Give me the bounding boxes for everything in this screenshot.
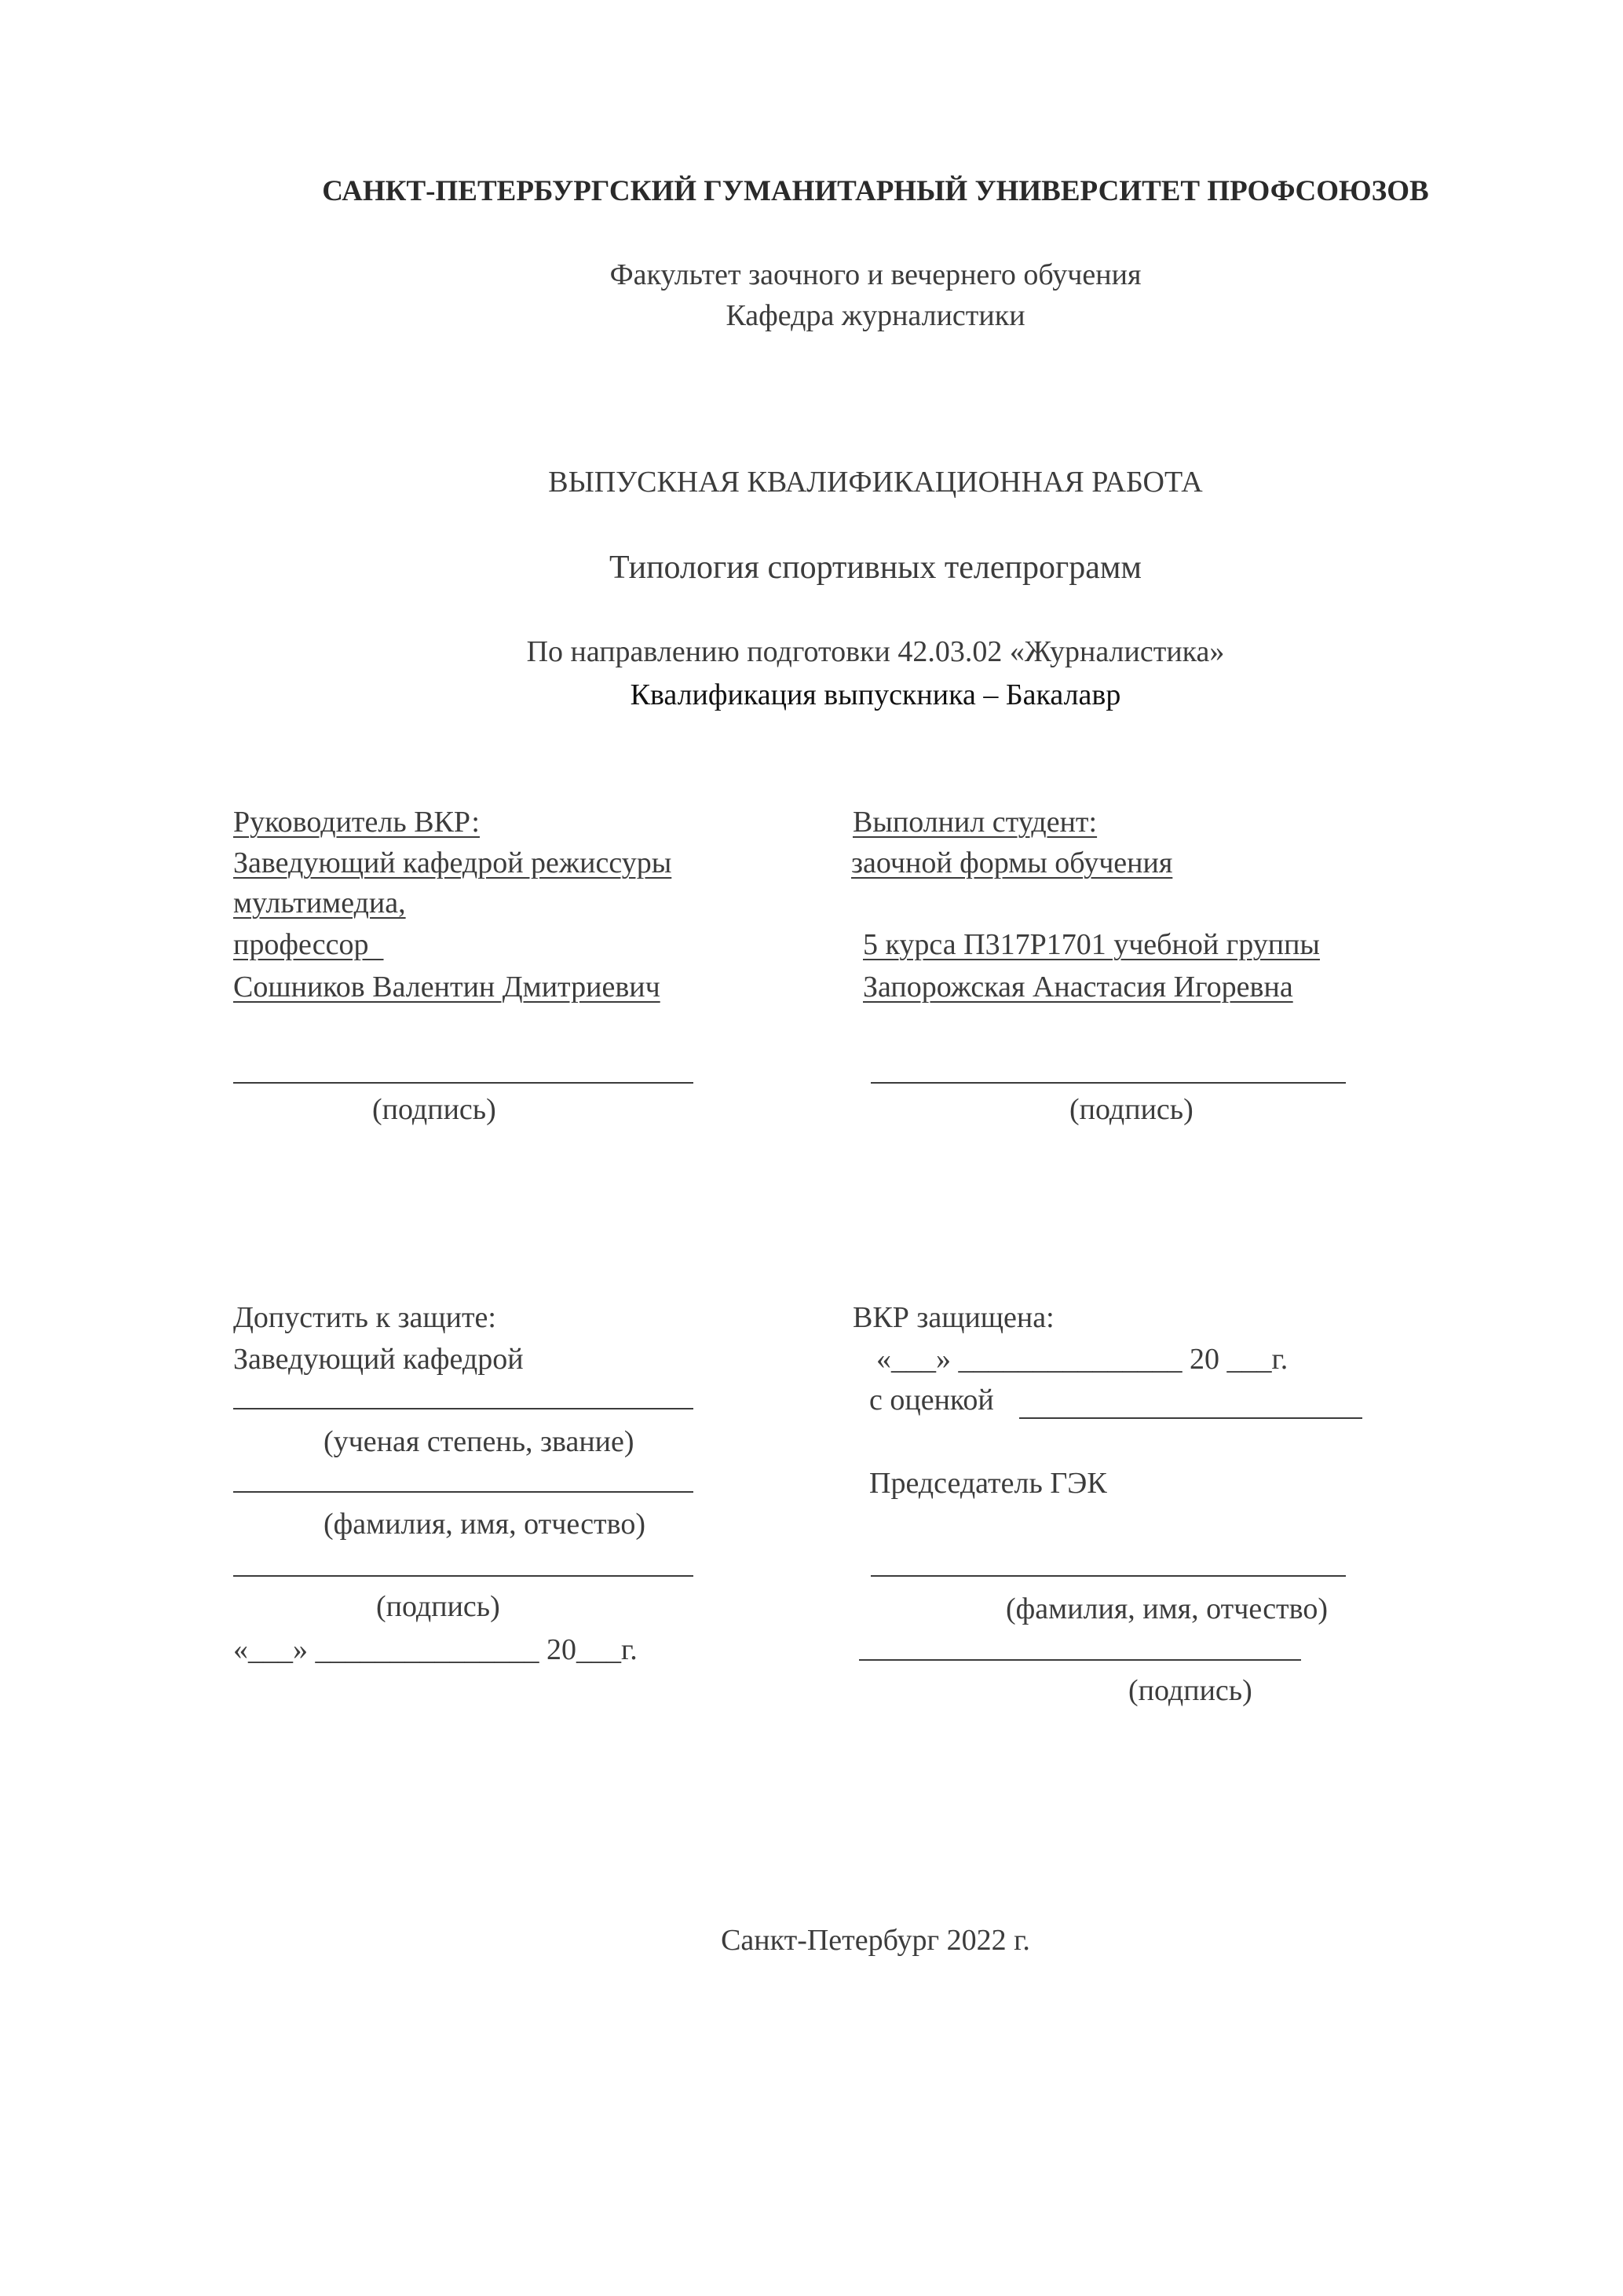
chair-label: Председатель ГЭК	[869, 1467, 1107, 1500]
student-signature-line	[871, 1082, 1346, 1084]
study-direction: По направлению подготовки 42.03.02 «Журналистика»	[526, 635, 1225, 668]
chair-fio-line	[871, 1575, 1346, 1577]
student-signature-caption: (подпись)	[1069, 1093, 1193, 1126]
supervisor-position: Заведующий кафедрой режиссуры	[233, 846, 672, 879]
supervisor-signature-caption: (подпись)	[372, 1093, 496, 1126]
admission-head: Заведующий кафедрой	[233, 1343, 524, 1376]
admission-fio-caption: (фамилия, имя, отчество)	[324, 1508, 646, 1541]
student-group: 5 курса П317Р1701 учебной группы	[863, 928, 1320, 961]
supervisor-name: Сошников Валентин Дмитриевич	[233, 971, 660, 1004]
chair-fio-caption: (фамилия, имя, отчество)	[1006, 1592, 1329, 1625]
supervisor-label: Руководитель ВКР:	[233, 806, 480, 839]
city-year: Санкт-Петербург 2022 г.	[721, 1924, 1030, 1957]
work-title: Типология спортивных телепрограмм	[609, 550, 1142, 586]
grade-label: с оценкой	[869, 1384, 994, 1417]
chair-signature-line	[859, 1659, 1301, 1661]
university-name: САНКТ-ПЕТЕРБУРГСКИЙ ГУМАНИТАРНЫЙ УНИВЕРСИТЕТ ПРОФСОЮЗОВ	[322, 175, 1429, 207]
admission-signature-line	[233, 1575, 693, 1577]
admission-date: «___» _______________ 20___г.	[233, 1633, 638, 1666]
student-name: Запорожская Анастасия Игоревна	[863, 971, 1293, 1004]
defense-date: «___» _______________ 20 ___г.	[876, 1343, 1289, 1376]
degree-caption: (ученая степень, звание)	[324, 1425, 634, 1458]
admission-signature-caption: (подпись)	[376, 1590, 500, 1623]
work-type: ВЫПУСКНАЯ КВАЛИФИКАЦИОННАЯ РАБОТА	[548, 466, 1203, 499]
supervisor-signature-line	[233, 1082, 693, 1084]
grade-line	[1019, 1417, 1362, 1419]
admission-fio-line	[233, 1491, 693, 1493]
faculty-name: Факультет заочного и вечернего обучения	[609, 258, 1142, 291]
supervisor-position-cont: мультимедиа,	[233, 887, 406, 919]
student-study-form: заочной формы обучения	[851, 846, 1173, 879]
department-name: Кафедра журналистики	[726, 299, 1025, 332]
degree-line	[233, 1408, 693, 1409]
defense-label: ВКР защищена:	[853, 1301, 1055, 1334]
admission-label: Допустить к защите:	[233, 1301, 496, 1334]
student-label: Выполнил студент:	[853, 806, 1098, 839]
supervisor-title: профессор	[233, 928, 384, 961]
chair-signature-caption: (подпись)	[1128, 1674, 1252, 1707]
qualification: Квалификация выпускника – Бакалавр	[630, 678, 1121, 711]
